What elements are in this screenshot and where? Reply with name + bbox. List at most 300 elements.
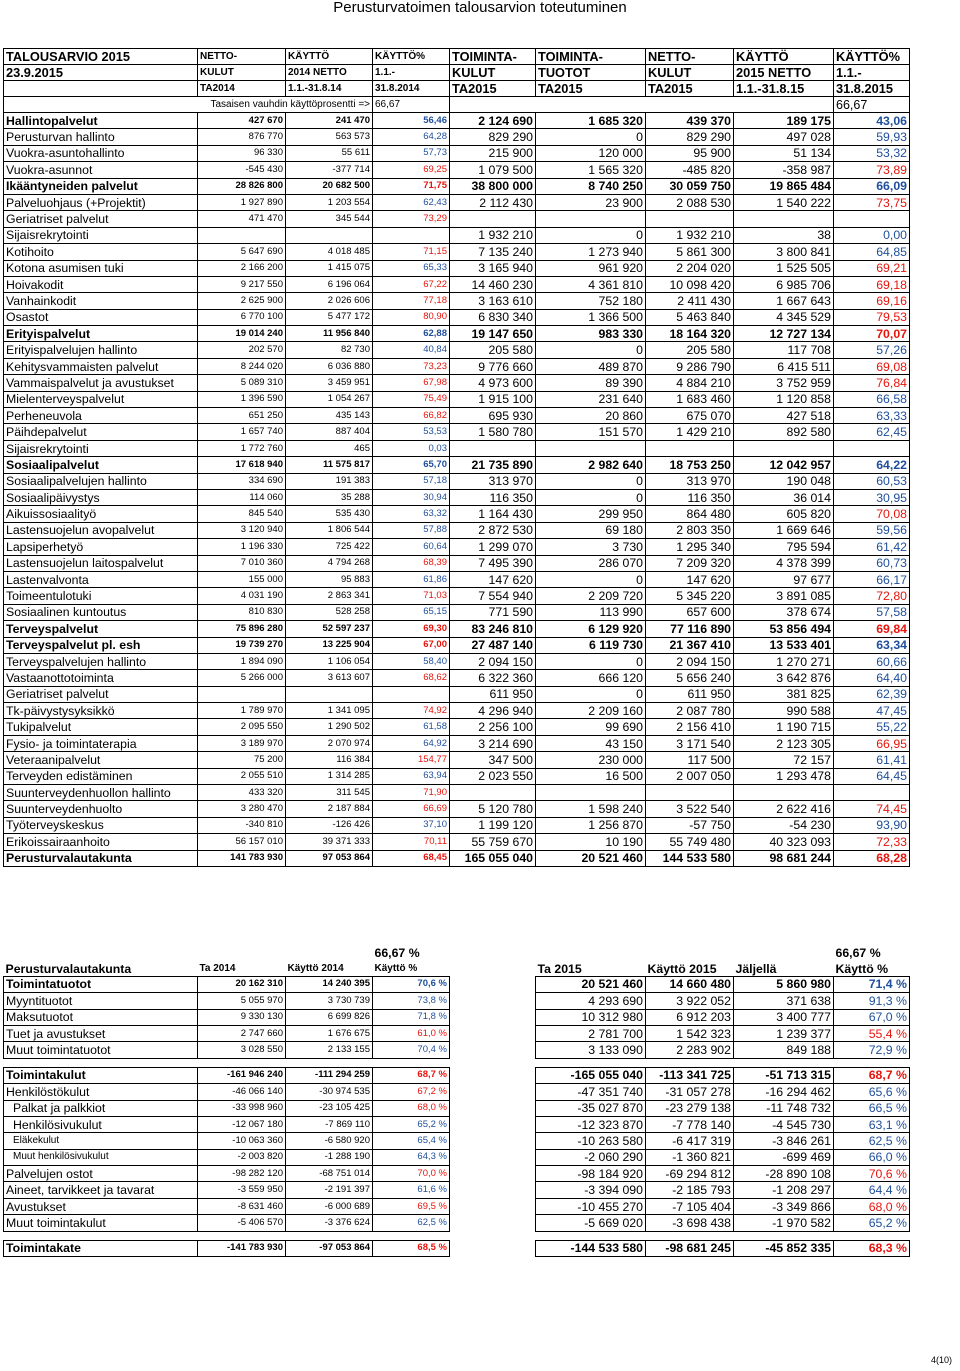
cell-value: 116 350	[450, 489, 536, 505]
cell-value: 2 411 430	[646, 293, 734, 309]
header-cell: 2015 NETTO	[734, 65, 834, 81]
row-label: Tk-päivystysyksikkö	[4, 703, 198, 719]
summary-row	[4, 1042, 910, 1058]
cell-value: 1 915 100	[450, 391, 536, 407]
cell-value: 0,03	[373, 440, 450, 456]
cell-value: 1 196 330	[198, 539, 286, 555]
cell-value: 6 912 203	[646, 1009, 734, 1025]
row-label: Tuet ja avustukset	[4, 1025, 198, 1041]
cell-value: 71,15	[373, 244, 450, 260]
cell-value: 20 682 500	[286, 178, 373, 194]
cell-value: 51 134	[734, 145, 834, 161]
cell-value: 47,45	[834, 703, 910, 719]
spacer	[834, 1058, 910, 1067]
cell-value: -16 294 462	[734, 1084, 834, 1100]
cell-value	[450, 211, 536, 227]
row-label: Sijaisrekrytointi	[4, 227, 198, 243]
tasainen-row	[4, 97, 910, 113]
cell-value: 66,69	[373, 801, 450, 817]
cell-value: -144 533 580	[536, 1240, 646, 1256]
cell-value: -485 820	[646, 162, 734, 178]
cell-value: 61,58	[373, 719, 450, 735]
cell-value: 70,07	[834, 326, 910, 342]
cell-value: -340 810	[198, 817, 286, 833]
cell-value: 95 883	[286, 571, 373, 587]
cell-value: 67,98	[373, 375, 450, 391]
cell-value	[734, 440, 834, 456]
cell-value: -2 003 820	[198, 1149, 286, 1165]
summary-row	[4, 1009, 910, 1025]
cell-value: 20 162 310	[198, 976, 286, 992]
table-row	[4, 244, 910, 260]
cell-value: 21 367 410	[646, 637, 734, 653]
cell-value: 4 018 485	[286, 244, 373, 260]
cell-value: 435 143	[286, 408, 373, 424]
cell-value: 1 314 285	[286, 768, 373, 784]
row-label: Vammaispalvelut ja avustukset	[4, 375, 198, 391]
cell-value: 39 371 333	[286, 834, 373, 850]
spacer-row	[4, 1231, 910, 1240]
blank	[450, 976, 536, 992]
cell-value: 70,6 %	[373, 976, 450, 992]
cell-value: 2 166 200	[198, 260, 286, 276]
cell-value: 63,34	[834, 637, 910, 653]
cell-value: 2 622 416	[734, 801, 834, 817]
cell-value: 52 597 237	[286, 621, 373, 637]
table-row	[4, 489, 910, 505]
cell-value: 1 894 090	[198, 653, 286, 669]
cell-value: 13 225 904	[286, 637, 373, 653]
cell-value: 64,85	[834, 244, 910, 260]
col-jaljella: Jäljellä	[735, 961, 777, 976]
spacer-row	[4, 1058, 910, 1067]
cell-value: 73,8 %	[373, 993, 450, 1009]
table-row	[4, 670, 910, 686]
cell-value: 43,06	[834, 113, 910, 129]
cell-value: 497 028	[734, 129, 834, 145]
row-label: Geriatriset palvelut	[4, 211, 198, 227]
spacer	[373, 1058, 450, 1067]
table-row	[4, 588, 910, 604]
cell-value: 3 522 540	[646, 801, 734, 817]
summary-row	[4, 1240, 910, 1256]
row-label: Henkilösivukulut	[4, 1116, 198, 1132]
cell-value: 189 175	[734, 113, 834, 129]
page-title: Perusturvatoimen talousarvion toteutuminen	[333, 0, 627, 16]
cell-value: 147 620	[646, 571, 734, 587]
cell-value: 66,5 %	[834, 1100, 910, 1116]
cell-value: 0	[536, 489, 646, 505]
row-label: Ikääntyneiden palvelut	[4, 178, 198, 194]
header-cell: TA2015	[536, 81, 646, 97]
table-row	[4, 506, 910, 522]
table-row	[4, 309, 910, 325]
cell-value: 7 209 320	[646, 555, 734, 571]
row-label: Veteraanipalvelut	[4, 752, 198, 768]
cell-value: 11 575 817	[286, 457, 373, 473]
cell-value: 6 196 064	[286, 276, 373, 292]
row-label: Sosiaalipäivystys	[4, 489, 198, 505]
cell-value: 3 891 085	[734, 588, 834, 604]
cell-value: 5 120 780	[450, 801, 536, 817]
table-row	[4, 358, 910, 374]
cell-value: 378 674	[734, 604, 834, 620]
cell-value: 72,9 %	[834, 1042, 910, 1058]
cell-value: 1 190 715	[734, 719, 834, 735]
cell-value: 2 625 900	[198, 293, 286, 309]
cell-value: -47 351 740	[536, 1084, 646, 1100]
cell-value: 3 133 090	[536, 1042, 646, 1058]
cell-value: 68,7 %	[373, 1067, 450, 1083]
spacer	[646, 1058, 734, 1067]
header-row-1	[4, 49, 910, 65]
cell-value: 72,80	[834, 588, 910, 604]
cell-value: 57,88	[373, 522, 450, 538]
cell-value: 43 150	[536, 735, 646, 751]
cell-value: 2 023 550	[450, 768, 536, 784]
cell-value: 1 415 075	[286, 260, 373, 276]
cell-value: 70,6 %	[834, 1166, 910, 1182]
cell-value: 528 258	[286, 604, 373, 620]
cell-value: -97 053 864	[286, 1240, 373, 1256]
cell-value: -45 852 335	[734, 1240, 834, 1256]
cell-value: 4 361 810	[536, 276, 646, 292]
spacer	[834, 1231, 910, 1240]
row-label: Vanhainkodit	[4, 293, 198, 309]
cell-value: 64,28	[373, 129, 450, 145]
header-empty	[4, 81, 198, 97]
cell-value: 74,45	[834, 801, 910, 817]
table-row	[4, 522, 910, 538]
cell-value	[734, 211, 834, 227]
cell-value: 961 920	[536, 260, 646, 276]
cell-value: 2 112 430	[450, 194, 536, 210]
cell-value: 30,94	[373, 489, 450, 505]
summary-row	[4, 1116, 910, 1132]
cell-value: -23 105 425	[286, 1100, 373, 1116]
cell-value: 4 884 210	[646, 375, 734, 391]
blank	[450, 1198, 536, 1214]
table-row	[4, 473, 910, 489]
summary-top-row	[4, 945, 910, 960]
cell-value	[834, 785, 910, 801]
row-label: Toimintakulut	[4, 1067, 198, 1083]
cell-value: 2 803 350	[646, 522, 734, 538]
blank	[450, 1009, 536, 1025]
cell-value: 141 783 930	[198, 850, 286, 866]
cell-value: 2 133 155	[286, 1042, 373, 1058]
cell-value: 5 463 840	[646, 309, 734, 325]
cell-value: 69,25	[373, 162, 450, 178]
cell-value: -2 191 397	[286, 1182, 373, 1198]
header-cell: TOIMINTA-	[450, 49, 536, 65]
cell-value: 73,89	[834, 162, 910, 178]
cell-value: 64,40	[834, 670, 910, 686]
cell-value: 19 014 240	[198, 326, 286, 342]
cell-value: 0,00	[834, 227, 910, 243]
cell-value: 215 900	[450, 145, 536, 161]
cell-value: 1 366 500	[536, 309, 646, 325]
cell-value: 30,95	[834, 489, 910, 505]
cell-value: 68,0 %	[834, 1198, 910, 1214]
cell-value: 1 199 120	[450, 817, 536, 833]
cell-value: 3 613 607	[286, 670, 373, 686]
header-cell: KULUT	[198, 65, 286, 81]
row-label: Muut toimintatuotot	[4, 1042, 198, 1058]
cell-value: 845 540	[198, 506, 286, 522]
cell-value: 62,43	[373, 194, 450, 210]
cell-value: 371 638	[734, 993, 834, 1009]
spacer	[4, 1058, 198, 1067]
cell-value: 6 119 730	[536, 637, 646, 653]
cell-value: -98 282 120	[198, 1166, 286, 1182]
cell-value: 20 860	[536, 408, 646, 424]
blank	[450, 1116, 536, 1132]
cell-value: 30 059 750	[646, 178, 734, 194]
summary-table	[3, 945, 910, 1257]
cell-value: 3 752 959	[734, 375, 834, 391]
cell-value: -3 376 624	[286, 1215, 373, 1231]
row-label: Muut toimintakulut	[4, 1215, 198, 1231]
row-label: Sosiaalinen kuntoutus	[4, 604, 198, 620]
cell-value: 116 350	[646, 489, 734, 505]
cell-value: 67,00	[373, 637, 450, 653]
cell-value: 7 010 360	[198, 555, 286, 571]
cell-value: 1 657 740	[198, 424, 286, 440]
table-row	[4, 817, 910, 833]
cell-value: 0	[536, 342, 646, 358]
cell-value: 1 120 858	[734, 391, 834, 407]
cell-value: 80,90	[373, 309, 450, 325]
row-label: Terveyspalvelujen hallinto	[4, 653, 198, 669]
row-label: Aineet, tarvikkeet ja tavarat	[4, 1182, 198, 1198]
row-label: Erityispalvelut	[4, 326, 198, 342]
cell-value: 63,33	[834, 408, 910, 424]
cell-value: 144 533 580	[646, 850, 734, 866]
cell-value: 1 932 210	[646, 227, 734, 243]
cell-value: 1 676 675	[286, 1025, 373, 1041]
page-number: 4(10)	[930, 1355, 952, 1365]
cell-value	[536, 440, 646, 456]
cell-value: 5 089 310	[198, 375, 286, 391]
cell-value: 13 533 401	[734, 637, 834, 653]
cell-value: 5 647 690	[198, 244, 286, 260]
cell-value: 71,4 %	[834, 976, 910, 992]
cell-value: 205 580	[450, 342, 536, 358]
cell-value: 67,0 %	[834, 1009, 910, 1025]
cell-value: 3 400 777	[734, 1009, 834, 1025]
cell-value: 61,6 %	[373, 1182, 450, 1198]
table-row	[4, 686, 910, 702]
cell-value: 4 378 399	[734, 555, 834, 571]
header-cell: KÄYTTÖ%	[373, 49, 450, 65]
cell-value: 2 095 550	[198, 719, 286, 735]
row-label: Myyntituotot	[4, 993, 198, 1009]
cell-value: -10 063 360	[198, 1133, 286, 1149]
cell-value: 5 861 300	[646, 244, 734, 260]
cell-value: 6 985 706	[734, 276, 834, 292]
cell-value: 489 870	[536, 358, 646, 374]
blank	[450, 1166, 536, 1182]
row-label: Lastensuojelun laitospalvelut	[4, 555, 198, 571]
cell-value: 311 545	[286, 785, 373, 801]
cell-value: 66,58	[834, 391, 910, 407]
cell-value: 75,49	[373, 391, 450, 407]
cell-value: 10 312 980	[536, 1009, 646, 1025]
cell-value: 611 950	[450, 686, 536, 702]
cell-value: 1 341 095	[286, 703, 373, 719]
cell-value: 230 000	[536, 752, 646, 768]
cell-value: 4 293 690	[536, 993, 646, 1009]
cell-value: 1 295 340	[646, 539, 734, 555]
cell-value: 68,39	[373, 555, 450, 571]
cell-value: 14 240 395	[286, 976, 373, 992]
row-label: Vastaanottotoiminta	[4, 670, 198, 686]
col-ta2014: Ta 2014	[199, 962, 236, 974]
cell-value: 205 580	[646, 342, 734, 358]
row-label: Aikuissosiaalityö	[4, 506, 198, 522]
cell-value: -6 417 319	[646, 1133, 734, 1149]
cell-value: -3 698 438	[646, 1215, 734, 1231]
table-row	[4, 457, 910, 473]
cell-value: -6 580 920	[286, 1133, 373, 1149]
cell-value: 3 280 470	[198, 801, 286, 817]
cell-value: 2 209 160	[536, 703, 646, 719]
header-cell: KULUT	[450, 65, 536, 81]
cell-value: 202 570	[198, 342, 286, 358]
cell-value: 9 330 130	[198, 1009, 286, 1025]
table-row	[4, 834, 910, 850]
cell-value: -10 455 270	[536, 1198, 646, 1214]
cell-value: 2 872 530	[450, 522, 536, 538]
cell-value: 849 188	[734, 1042, 834, 1058]
cell-value: 6 129 920	[536, 621, 646, 637]
cell-value: 69,08	[834, 358, 910, 374]
spacer	[646, 1231, 734, 1240]
cell-value: 60,73	[834, 555, 910, 571]
table-row	[4, 162, 910, 178]
cell-value: 3 800 841	[734, 244, 834, 260]
table-row	[4, 653, 910, 669]
cell-value: 2 156 410	[646, 719, 734, 735]
table-row	[4, 276, 910, 292]
cell-value: 605 820	[734, 506, 834, 522]
cell-value: 75 200	[198, 752, 286, 768]
cell-value: 91,3 %	[834, 993, 910, 1009]
cell-value: 9 217 550	[198, 276, 286, 292]
cell-value: 3 642 876	[734, 670, 834, 686]
row-label: Vuokra-asunnot	[4, 162, 198, 178]
cell-value: -8 631 460	[198, 1198, 286, 1214]
cell-value: 154,77	[373, 752, 450, 768]
row-label: Geriatriset palvelut	[4, 686, 198, 702]
cell-value: 433 320	[198, 785, 286, 801]
cell-value: 113 990	[536, 604, 646, 620]
cell-value: -161 946 240	[198, 1067, 286, 1083]
cell-value: 68,7 %	[834, 1067, 910, 1083]
header-cell: KÄYTTÖ	[734, 49, 834, 65]
cell-value: 70,0 %	[373, 1166, 450, 1182]
table-row	[4, 326, 910, 342]
cell-value: 74,92	[373, 703, 450, 719]
cell-value: 97 053 864	[286, 850, 373, 866]
cell-value: 0	[536, 227, 646, 243]
cell-value: 7 554 940	[450, 588, 536, 604]
cell-value: 3 165 940	[450, 260, 536, 276]
cell-value: 465	[286, 440, 373, 456]
col-kaytto2015: Käyttö 2015	[647, 961, 717, 976]
cell-value: 1 293 478	[734, 768, 834, 784]
row-label: Fysio- ja toimintaterapia	[4, 735, 198, 751]
cell-value: 1 683 460	[646, 391, 734, 407]
row-label: Päihdepalvelut	[4, 424, 198, 440]
cell-value: 3 120 940	[198, 522, 286, 538]
cell-value: 62,5 %	[373, 1215, 450, 1231]
header-title: TALOUSARVIO 2015	[4, 49, 198, 65]
cell-value: 37,10	[373, 817, 450, 833]
blank	[198, 945, 286, 960]
cell-value: 38 800 000	[450, 178, 536, 194]
row-label: Muut henkilösivukulut	[4, 1149, 198, 1165]
cell-value: 2 256 100	[450, 719, 536, 735]
cell-value: 829 290	[646, 129, 734, 145]
row-label: Tukipalvelut	[4, 719, 198, 735]
cell-value: 16 500	[536, 768, 646, 784]
cell-value: 829 290	[450, 129, 536, 145]
cell-value: -1 970 582	[734, 1215, 834, 1231]
table-row	[4, 424, 910, 440]
row-label: Terveyspalvelut	[4, 621, 198, 637]
cell-value	[646, 785, 734, 801]
cell-value: 2 209 720	[536, 588, 646, 604]
cell-value: -12 323 870	[536, 1116, 646, 1132]
cell-value: 56,46	[373, 113, 450, 129]
row-label: Toimeentulotuki	[4, 588, 198, 604]
row-label: Maksutuotot	[4, 1009, 198, 1025]
cell-value: 66,95	[834, 735, 910, 751]
blank	[450, 1100, 536, 1116]
cell-value: 299 950	[536, 506, 646, 522]
cell-value: 61,86	[373, 571, 450, 587]
cell-value: 3 028 550	[198, 1042, 286, 1058]
cell-value: -54 230	[734, 817, 834, 833]
spacer	[536, 1058, 646, 1067]
cell-value: 69,16	[834, 293, 910, 309]
table-row	[4, 785, 910, 801]
row-label: Suunterveydenhuolto	[4, 801, 198, 817]
spacer	[450, 1231, 536, 1240]
cell-value: 14 460 230	[450, 276, 536, 292]
cell-value: 4 031 190	[198, 588, 286, 604]
cell-value: 57,73	[373, 145, 450, 161]
cell-value: -12 067 180	[198, 1116, 286, 1132]
table-row	[4, 752, 910, 768]
cell-value: 58,40	[373, 653, 450, 669]
cell-value: 3 214 690	[450, 735, 536, 751]
cell-value: 64,22	[834, 457, 910, 473]
cell-value: 1 927 890	[198, 194, 286, 210]
cell-value: 71,90	[373, 785, 450, 801]
header-cell: 31.8.2014	[373, 81, 450, 97]
cell-value: 0	[536, 653, 646, 669]
header-cell: KULUT	[646, 65, 734, 81]
cell-value: 23 900	[536, 194, 646, 210]
pct-top-2015: 66,67 %	[835, 945, 881, 960]
cell-value: 64,4 %	[834, 1182, 910, 1198]
summary-row	[4, 1067, 910, 1083]
cell-value: 334 690	[198, 473, 286, 489]
cell-value: 666 120	[536, 670, 646, 686]
